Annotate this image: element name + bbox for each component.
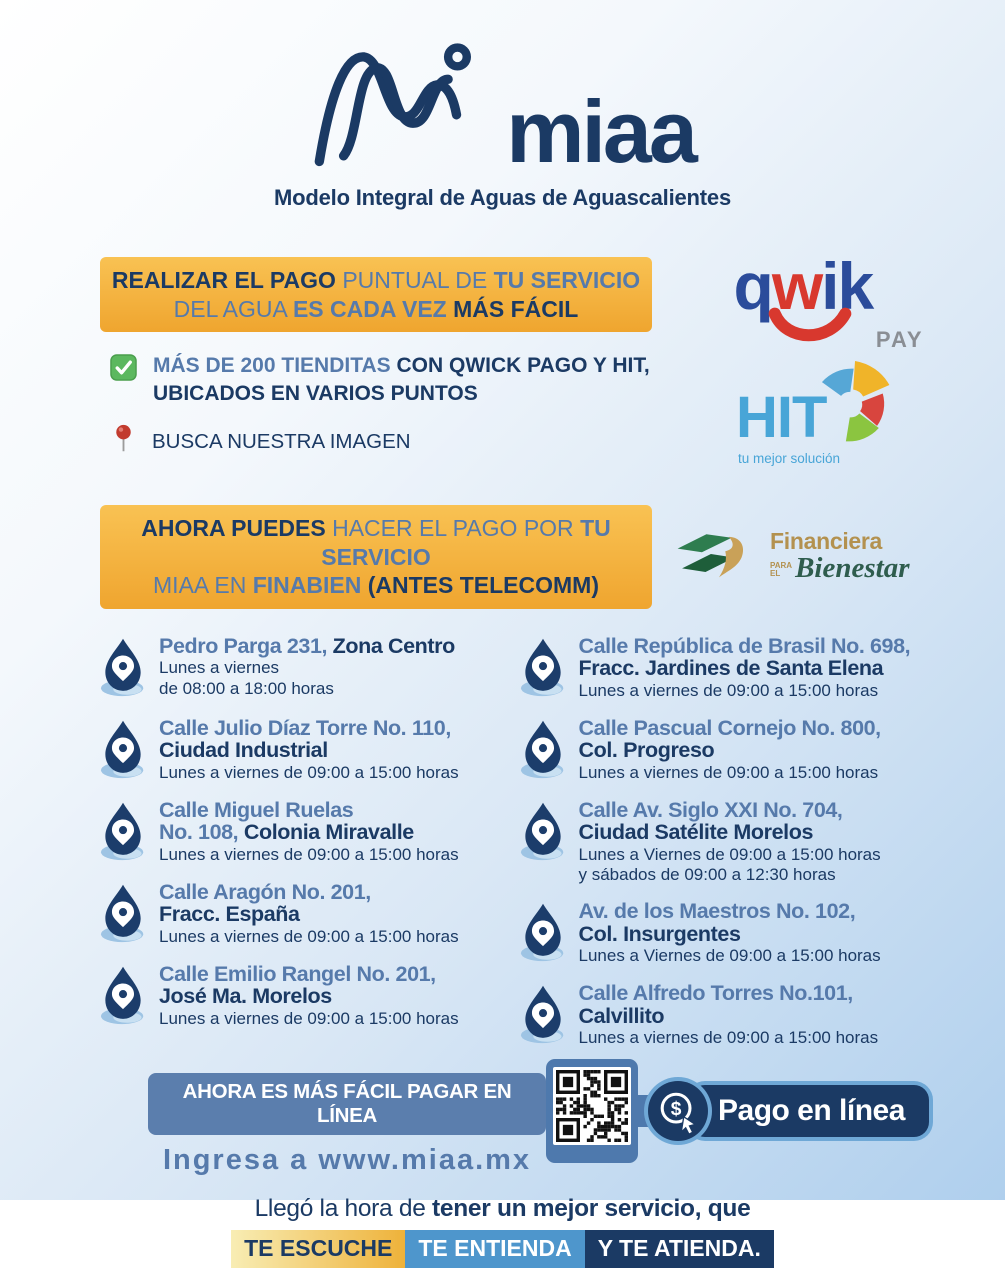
- text-segment: Col. Progreso: [578, 738, 715, 763]
- realizar-pago-banner: [100, 257, 652, 332]
- location-title: [579, 982, 879, 1027]
- location-schedule: Lunes a viernes de 09:00 a 15:00 horas: [578, 1028, 879, 1048]
- locations-column-right: [520, 635, 920, 1050]
- text-segment: TU SERVICIO: [321, 515, 618, 570]
- location-schedule: Lunes a viernes de 09:00 a 15:00 horas: [578, 762, 879, 782]
- text-segment: Colonia Miravalle: [243, 820, 414, 845]
- text-segment: (ANTES TELECOMM): [367, 572, 599, 599]
- water-drop-pin-icon: [100, 801, 146, 866]
- text-segment: Pedro Parga 231,: [159, 633, 333, 658]
- qwik-pay-logo: [733, 249, 924, 355]
- location-schedule: Lunes a viernes de 09:00 a 15:00 horas: [159, 926, 459, 946]
- text-segment: Calle Av. Siglo XXI No. 704,: [578, 797, 843, 822]
- location-schedule: Lunes a Viernes de 09:00 a 15:00 horas: [578, 946, 881, 966]
- water-drop-pin-icon: [100, 965, 146, 1030]
- online-banner: AHORA ES MÁS FÁCIL PAGAR EN LÍNEA: [148, 1073, 546, 1135]
- footer-highlight: TE ESCUCHE: [231, 1230, 405, 1268]
- pago-en-linea-button[interactable]: [648, 1081, 929, 1141]
- financiera-el: EL: [770, 569, 781, 579]
- text-segment: FINABIEN: [252, 572, 368, 599]
- text-segment: Zona Centro: [332, 633, 455, 658]
- text-segment: BUSCA NUESTRA IMAGEN: [152, 429, 411, 453]
- hit-logo: [736, 363, 921, 475]
- footer-highlights: [0, 1230, 1005, 1268]
- qwik-letter: q: [733, 249, 772, 323]
- location-title: [159, 881, 459, 926]
- bienestar-word: Bienestar: [795, 552, 910, 585]
- website-cta[interactable]: Ingresa a www.miaa.mx: [162, 1144, 532, 1177]
- text-segment: Calle República de Brasil No. 698,: [578, 633, 911, 658]
- location-schedule: Lunes a viernes: [159, 658, 280, 678]
- hit-word: HIT: [736, 385, 827, 450]
- miaa-wave-logo-icon: [310, 42, 506, 173]
- water-drop-pin-icon: [100, 637, 146, 702]
- text-segment: Calle Aragón No. 201,: [159, 879, 371, 904]
- location-item: [100, 963, 500, 1030]
- miaa-logo-word: miaa: [506, 82, 695, 182]
- water-drop-pin-icon: [520, 984, 566, 1049]
- location-item: [520, 717, 920, 784]
- location-title: [579, 635, 911, 680]
- dollar-icon: [648, 1081, 708, 1141]
- footer-highlight: Y TE ATIENDA.: [585, 1230, 774, 1268]
- water-drop-pin-icon: [100, 719, 146, 784]
- qr-code[interactable]: [546, 1059, 638, 1163]
- footer-highlight: TE ENTIENDA: [405, 1230, 584, 1268]
- text-segment: No. 108,: [159, 820, 244, 845]
- text-segment: Av. de los Maestros No. 102,: [578, 899, 856, 924]
- text-segment: Calvillito: [578, 1003, 665, 1028]
- water-drop-pin-icon: [520, 637, 566, 702]
- text-segment: AHORA PUEDES: [141, 515, 333, 541]
- water-drop-pin-icon: [520, 801, 566, 886]
- text-segment: Calle Alfredo Torres No.101,: [578, 981, 853, 1006]
- text-segment: Ciudad Industrial: [159, 738, 328, 763]
- location-schedule: Lunes a Viernes de 09:00 a 15:00 horas: [578, 844, 881, 864]
- location-schedule: Lunes a viernes de 09:00 a 15:00 horas: [159, 844, 459, 864]
- location-schedule: de 08:00 a 18:00 horas: [159, 678, 334, 698]
- location-title: [579, 900, 881, 945]
- miaa-logo: [310, 42, 695, 182]
- text-segment: REALIZAR EL PAGO: [111, 267, 343, 293]
- hit-pinwheel-icon: [833, 357, 925, 460]
- text-segment: Llegó la hora de: [254, 1195, 433, 1223]
- text-segment: Fracc. Jardines de Santa Elena: [578, 656, 884, 681]
- hit-tagline: tu mejor solución: [738, 451, 841, 466]
- text-segment: Calle Emilio Rangel No. 201,: [159, 961, 436, 986]
- text-segment: PUNTUAL DE: [342, 267, 494, 293]
- location-title: [159, 635, 455, 658]
- feature-text: [152, 428, 411, 455]
- text-segment: DEL AGUA: [173, 295, 293, 322]
- location-item: [100, 881, 500, 948]
- financiera-para: PARA: [770, 560, 793, 570]
- payment-section: [100, 249, 1005, 475]
- text-segment: Calle Julio Díaz Torre No. 110,: [159, 715, 451, 740]
- text-segment: MÁS FÁCIL: [453, 295, 579, 322]
- locations-column-left: [100, 635, 500, 1050]
- text-segment: HACER EL PAGO POR: [332, 515, 581, 541]
- svg-text:$: $: [670, 1098, 682, 1120]
- text-segment: Fracc. España: [159, 902, 300, 927]
- text-segment: José Ma. Morelos: [159, 984, 332, 1009]
- location-title: [579, 799, 881, 844]
- text-segment: CON QWICK PAGO Y HIT,: [396, 354, 650, 378]
- location-title: [159, 963, 459, 1008]
- location-title: [579, 717, 881, 762]
- location-item: [520, 799, 920, 886]
- location-item: [100, 799, 500, 866]
- locations-list: [100, 635, 919, 1050]
- location-item: [100, 635, 500, 702]
- text-segment: tener un mejor servicio, que: [432, 1195, 751, 1223]
- financiera-bienestar-logo: [674, 525, 909, 588]
- location-item: [520, 635, 920, 702]
- water-drop-pin-icon: [520, 719, 566, 784]
- miaa-tagline: Modelo Integral de Aguas de Aguascalientes: [274, 185, 731, 210]
- location-item: [520, 982, 920, 1049]
- water-drop-pin-icon: [520, 902, 566, 967]
- text-segment: TU SERVICIO: [493, 267, 641, 293]
- feature-tienditas: [110, 352, 652, 407]
- location-schedule: Lunes a viernes de 09:00 a 15:00 horas: [159, 762, 459, 782]
- footer-message: [0, 1195, 1005, 1268]
- location-item: [100, 717, 500, 784]
- qwik-smile-icon: [768, 309, 852, 353]
- pago-en-linea-label: Pago en línea: [690, 1085, 929, 1137]
- text-segment: UBICADOS EN VARIOS PUNTOS: [153, 381, 478, 405]
- text-segment: Col. Insurgentes: [578, 921, 741, 946]
- location-item: [520, 900, 920, 967]
- pin-icon: [115, 424, 132, 460]
- text-segment: Calle Pascual Cornejo No. 800,: [578, 715, 881, 740]
- feature-text: [153, 352, 650, 407]
- finabien-banner: [100, 505, 652, 609]
- location-schedule: Lunes a viernes de 09:00 a 15:00 horas: [159, 1008, 459, 1028]
- water-drop-pin-icon: [100, 883, 146, 948]
- online-payment-section: [148, 1073, 1005, 1177]
- features-list: [100, 352, 652, 460]
- location-schedule: Lunes a viernes de 09:00 a 15:00 horas: [578, 680, 879, 700]
- text-segment: Ciudad Satélite Morelos: [578, 820, 814, 845]
- text-segment: MIAA EN: [153, 572, 253, 599]
- text-segment: MÁS DE 200 TIENDITAS: [153, 354, 397, 378]
- finabien-section: [100, 505, 1005, 609]
- feature-busca-imagen: [110, 422, 652, 460]
- qwik-letter: ik: [821, 249, 873, 323]
- text-segment: ES CADA VEZ: [292, 295, 454, 322]
- location-title: [159, 717, 459, 762]
- qwik-pay-label: PAY: [875, 327, 924, 352]
- location-schedule: y sábados de 09:00 a 12:30 horas: [578, 865, 836, 885]
- text-segment: Calle Miguel Ruelas: [159, 797, 354, 822]
- qwik-letter: w: [771, 249, 822, 323]
- financiera-word: Financiera: [770, 528, 883, 555]
- check-icon: [110, 354, 137, 389]
- financiera-eagle-icon: [674, 525, 764, 588]
- header: [0, 0, 1005, 211]
- footer-line1: [0, 1195, 1005, 1223]
- location-title: [159, 799, 459, 844]
